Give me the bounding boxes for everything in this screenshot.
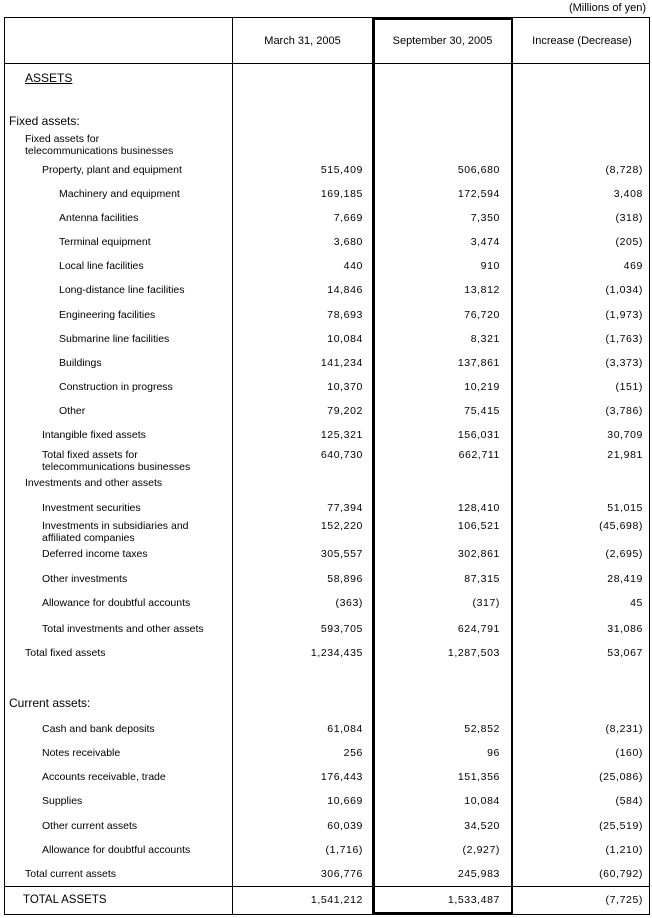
value-march-2005: 152,220 [320, 520, 363, 532]
value-change: (25,086) [599, 771, 643, 783]
value-march-2005: 169,185 [320, 188, 363, 200]
value-change: (151) [615, 381, 643, 393]
assets-title: ASSETS [25, 71, 73, 85]
value-march-2005: (363) [335, 597, 363, 609]
value-september-2005: (2,927) [462, 844, 500, 856]
value-change: 28,419 [607, 573, 643, 585]
value-march-2005: 440 [343, 260, 363, 272]
value-change: 30,709 [607, 429, 643, 441]
row-label: Allowance for doubtful accounts [42, 844, 191, 856]
value-change: 51,015 [607, 502, 643, 514]
row-label [42, 449, 190, 473]
row-label: Supplies [42, 795, 83, 807]
value-change: (318) [615, 212, 643, 224]
value-september-2005: (317) [472, 597, 500, 609]
value-change: (205) [615, 236, 643, 248]
value-september-2005: 10,084 [464, 795, 500, 807]
total-assets-label: TOTAL ASSETS [23, 894, 107, 906]
value-change: (1,763) [605, 333, 643, 345]
value-september-2005: 87,315 [464, 573, 500, 585]
value-september-2005: 96 [487, 747, 500, 759]
value-march-2005: 10,669 [327, 795, 363, 807]
column-divider [372, 18, 373, 914]
row-label-line: telecommunications businesses [42, 461, 191, 473]
header-divider [5, 63, 649, 64]
value-september-2005: 624,791 [457, 623, 500, 635]
value-change: (3,786) [605, 405, 643, 417]
header-september-2005: September 30, 2005 [392, 34, 493, 47]
value-september-2005: 506,680 [457, 164, 500, 176]
value-september-2005: 7,350 [470, 212, 500, 224]
value-march-2005: 7,669 [333, 212, 363, 224]
value-change: (1,034) [605, 284, 643, 296]
value-march-2005: 640,730 [320, 449, 363, 461]
row-label: Cash and bank deposits [42, 723, 155, 735]
row-label: Other [59, 405, 86, 417]
balance-sheet-table [4, 17, 650, 915]
value-change: (60,792) [599, 868, 643, 880]
value-september-2005: 156,031 [457, 429, 500, 441]
value-march-2005: 79,202 [327, 405, 363, 417]
row-label-line: Investments in subsidiaries and [42, 520, 189, 532]
value-march-2005: 176,443 [320, 771, 363, 783]
row-label: Investment securities [42, 502, 141, 514]
row-label: Total investments and other assets [42, 623, 204, 635]
total-divider [5, 886, 649, 887]
row-label: Machinery and equipment [59, 188, 180, 200]
value-march-2005: 306,776 [320, 868, 363, 880]
row-label: Notes receivable [42, 747, 121, 759]
value-change: (1,210) [605, 844, 643, 856]
value-september-2005: 34,520 [464, 820, 500, 832]
header-march-2005: March 31, 2005 [264, 34, 341, 47]
value-change: 53,067 [607, 647, 643, 659]
value-change: (3,373) [605, 357, 643, 369]
row-label: Long-distance line facilities [59, 284, 185, 296]
row-label [42, 520, 189, 544]
value-september-2005: 910 [480, 260, 500, 272]
value-march-2005: 256 [343, 747, 363, 759]
value-september-2005: 76,720 [464, 309, 500, 321]
row-label: Intangible fixed assets [42, 429, 146, 441]
value-march-2005: 3,680 [333, 236, 363, 248]
value-september-2005: 128,410 [457, 502, 500, 514]
value-september-2005: 52,852 [464, 723, 500, 735]
row-label-line: Total fixed assets for [42, 449, 138, 461]
value-march-2005: 1,234,435 [310, 647, 363, 659]
row-label: Terminal equipment [59, 236, 151, 248]
value-change: 469 [623, 260, 643, 272]
row-label: Current assets: [9, 696, 91, 710]
value-september-2005: 137,861 [457, 357, 500, 369]
row-label: Local line facilities [59, 260, 144, 272]
row-label: Antenna facilities [59, 212, 139, 224]
row-label: Allowance for doubtful accounts [42, 597, 191, 609]
value-march-2005: 125,321 [320, 429, 363, 441]
value-september-2005: 75,415 [464, 405, 500, 417]
value-september-2005: 172,594 [457, 188, 500, 200]
row-label: Total current assets [25, 868, 117, 880]
value-march-2005: 14,846 [327, 284, 363, 296]
value-change: (584) [615, 795, 643, 807]
total-assets-september: 1,533,487 [447, 894, 500, 906]
value-march-2005: 77,394 [327, 502, 363, 514]
total-assets-march: 1,541,212 [310, 894, 363, 906]
value-change: (160) [615, 747, 643, 759]
value-march-2005: 58,896 [327, 573, 363, 585]
row-label [25, 133, 173, 157]
row-label-line: affiliated companies [42, 532, 135, 544]
row-label: Fixed assets: [9, 114, 80, 128]
total-assets-change: (7,725) [605, 894, 643, 906]
value-september-2005: 662,711 [458, 449, 500, 461]
row-label: Buildings [59, 357, 102, 369]
row-label: Total fixed assets [25, 647, 106, 659]
value-change: (1,973) [605, 309, 643, 321]
value-change: 45 [630, 597, 643, 609]
value-change: (45,698) [599, 520, 643, 532]
column-divider [512, 18, 513, 914]
value-march-2005: 515,409 [320, 164, 363, 176]
value-september-2005: 302,861 [457, 548, 500, 560]
row-label: Accounts receivable, trade [42, 771, 166, 783]
value-change: (25,519) [599, 820, 643, 832]
value-march-2005: 10,370 [327, 381, 363, 393]
row-label: Deferred income taxes [42, 548, 148, 560]
value-march-2005: 141,234 [320, 357, 363, 369]
value-march-2005: 305,557 [320, 548, 363, 560]
value-change: 31,086 [607, 623, 643, 635]
row-label: Other current assets [42, 820, 138, 832]
value-september-2005: 8,321 [470, 333, 500, 345]
value-september-2005: 10,219 [464, 381, 500, 393]
value-march-2005: 593,705 [320, 623, 363, 635]
value-september-2005: 245,983 [457, 868, 500, 880]
value-september-2005: 151,356 [457, 771, 500, 783]
value-change: 3,408 [613, 188, 643, 200]
row-label: Other investments [42, 573, 128, 585]
row-label-line: telecommunications businesses [25, 145, 174, 157]
value-september-2005: 13,812 [464, 284, 500, 296]
value-change: 21,981 [607, 449, 643, 461]
value-september-2005: 106,521 [457, 520, 500, 532]
value-change: (8,231) [605, 723, 643, 735]
column-divider [232, 18, 233, 914]
value-march-2005: 10,084 [327, 333, 363, 345]
value-march-2005: 78,693 [327, 309, 363, 321]
row-label: Investments and other assets [25, 477, 163, 489]
value-march-2005: 60,039 [327, 820, 363, 832]
row-label: Submarine line facilities [59, 333, 170, 345]
value-september-2005: 1,287,503 [447, 647, 500, 659]
value-change: (2,695) [605, 548, 643, 560]
row-label: Property, plant and equipment [42, 164, 182, 176]
value-change: (8,728) [605, 164, 643, 176]
row-label: Engineering facilities [59, 309, 156, 321]
row-label: Construction in progress [59, 381, 173, 393]
value-march-2005: 61,084 [327, 723, 363, 735]
value-september-2005: 3,474 [470, 236, 500, 248]
unit-note: (Millions of yen) [568, 2, 646, 14]
row-label-line: Fixed assets for [25, 133, 100, 145]
header-increase-decrease: Increase (Decrease) [532, 34, 632, 47]
value-march-2005: (1,716) [325, 844, 363, 856]
